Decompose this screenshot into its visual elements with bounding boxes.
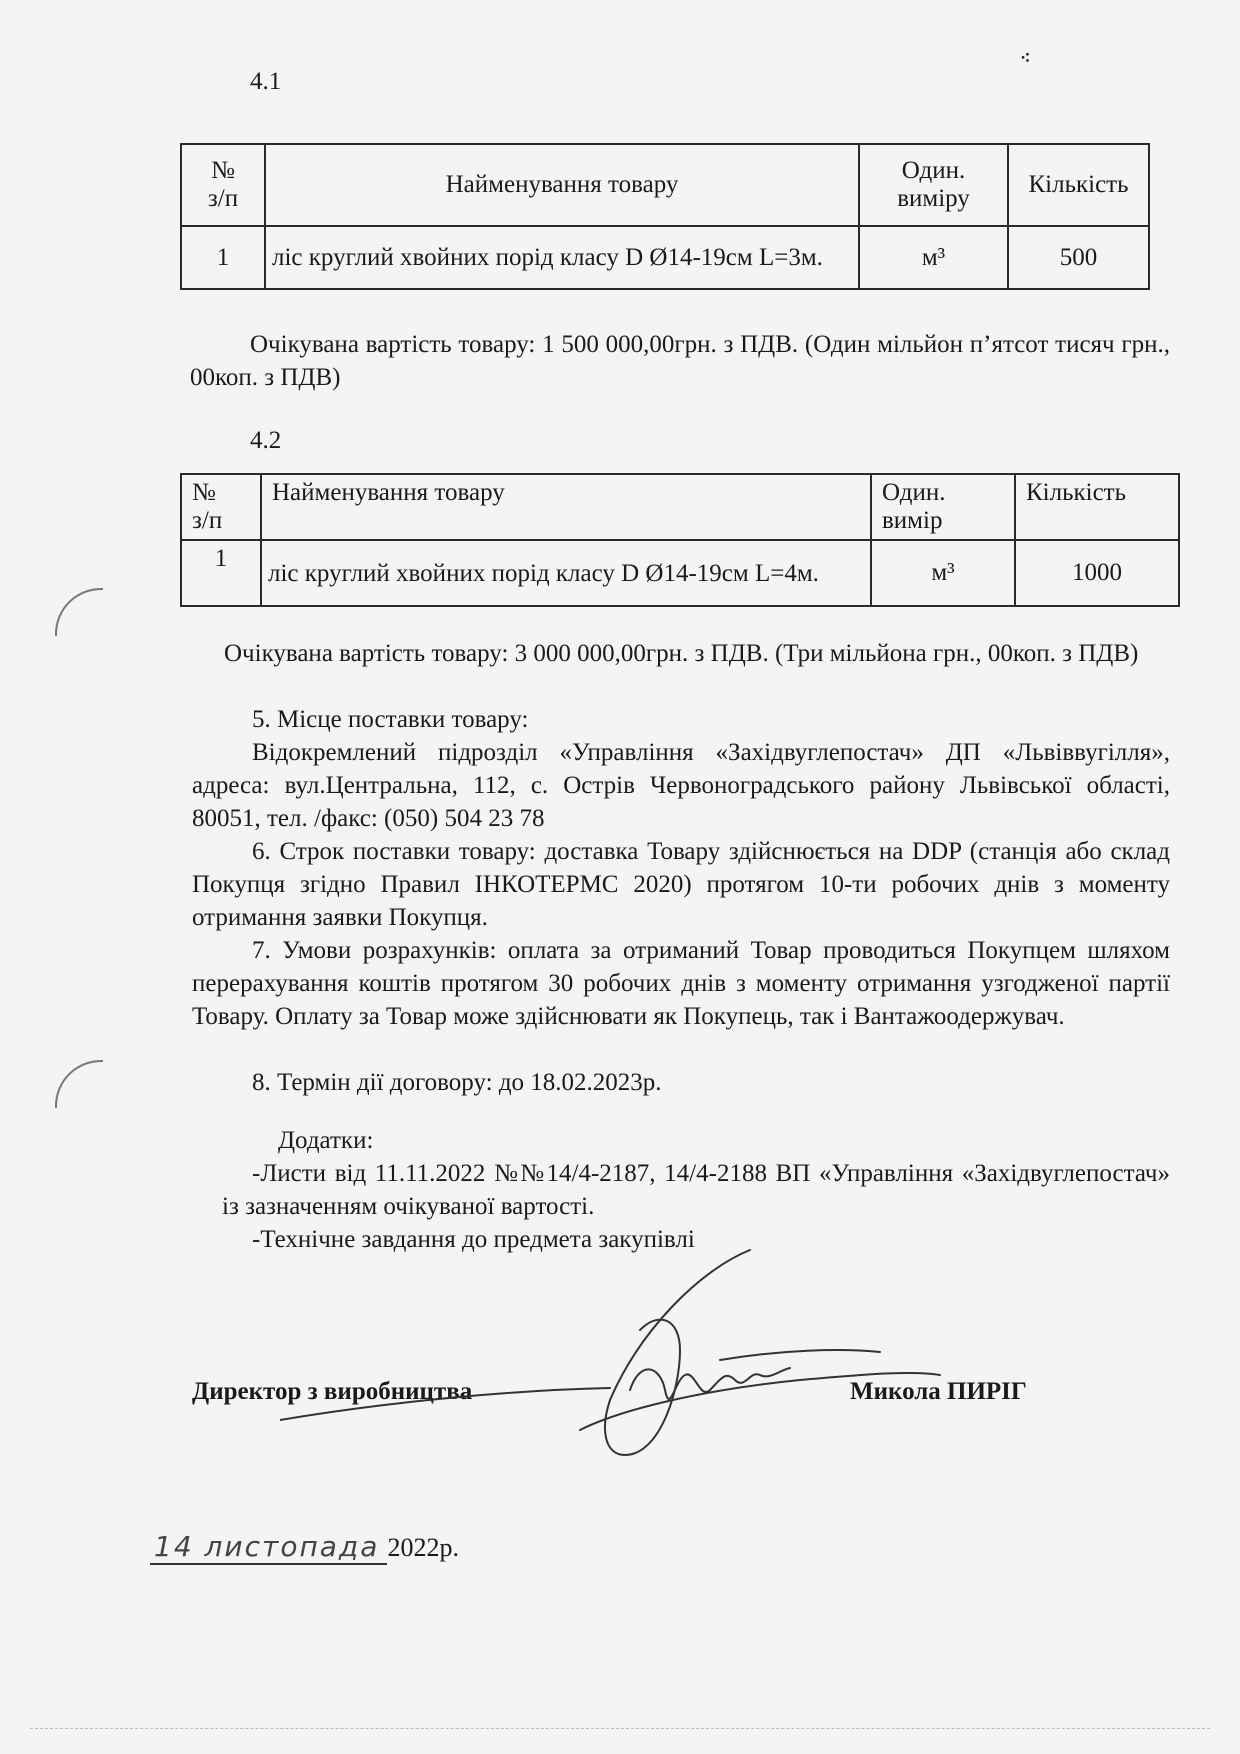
attachment-item: -Листи від 11.11.2022 №№14/4-2187, 14/4-2188 ВП «Управління «Західвуглепостач» із зазначенням очікуваної вартості.: [222, 1160, 1170, 1220]
cell-qty: 500: [1008, 226, 1149, 289]
col-unit-header: Один. вимір: [871, 474, 1015, 540]
scan-edge-line: [30, 1728, 1210, 1729]
attachment-item: -Технічне завдання до предмета закупівлі: [252, 1226, 695, 1253]
col-name-header: Найменування товару: [261, 474, 871, 540]
handwritten-signature: [280, 1240, 980, 1490]
clause-8: 8. Термін дії договору: до 18.02.2023р.: [252, 1069, 662, 1096]
cell-number: 1: [181, 540, 261, 606]
cell-name: ліс круглий хвойних порід класу D Ø14-19см L=4м.: [261, 540, 871, 606]
col-number-header: № з/п: [181, 474, 261, 540]
signatory-position: Директор з виробництва: [192, 1378, 473, 1405]
cell-number: 1: [181, 226, 265, 289]
expected-cost-1: Очікувана вартість товару: 1 500 000,00грн. з ПДВ. (Один мільйон п’ятсот тисяч грн., 00коп. з ПДВ): [190, 331, 1170, 391]
col-unit-header: Один. виміру: [859, 144, 1008, 226]
scan-speck: ⁖: [1020, 48, 1031, 68]
goods-table-2: [180, 473, 1180, 607]
signature-date: [150, 1530, 459, 1563]
clause-5-title: 5. Місце поставки товару:: [252, 706, 529, 733]
date-year: 2022р.: [387, 1533, 459, 1562]
col-number-header: № з/п: [181, 144, 265, 226]
handwritten-day-month: 14 листопада: [150, 1530, 387, 1565]
signatory-name: Микола ПИРІГ: [850, 1378, 1027, 1405]
section-number: 4.2: [250, 427, 282, 454]
goods-table-1: [180, 143, 1150, 290]
punch-hole-mark: [55, 1060, 103, 1108]
clause-7: 7. Умови розрахунків: оплата за отриманий Товар проводиться Покупцем шляхом перерахування коштів протягом 30 робочих днів з моменту отримання узгодженої партії Товару. Оплату за Товар може здійснювати як Покупець, так і Вантажоодержувач.: [192, 937, 1170, 1030]
col-name-header: Найменування товару: [265, 144, 859, 226]
cell-name: ліс круглий хвойних порід класу D Ø14-19см L=3м.: [265, 226, 859, 289]
clause-5-body: Відокремлений підрозділ «Управління «Західвуглепостач» ДП «Львіввугілля», адреса: вул.Центральна, 112, с. Острів Червоноградського району Львівської області, 80051, тел. /факс: (050) 504 23 78: [192, 739, 1170, 832]
expected-cost-2: Очікувана вартість товару: 3 000 000,00грн. з ПДВ. (Три мільйона грн., 00коп. з ПДВ): [224, 640, 1139, 667]
section-number: 4.1: [250, 68, 282, 95]
cell-unit: м³: [859, 226, 1008, 289]
cell-unit: м³: [871, 540, 1015, 606]
clause-6: 6. Строк поставки товару: доставка Товару здійснюється на DDP (станція або склад Покупця згідно Правил ІНКОТЕРМС 2020) протягом 10-ти робочих днів з моменту отримання заявки Покупця.: [192, 838, 1170, 931]
col-qty-header: Кількість: [1008, 144, 1149, 226]
cell-qty: 1000: [1015, 540, 1179, 606]
attachments-title: Додатки:: [278, 1127, 374, 1154]
col-qty-header: Кількість: [1015, 474, 1179, 540]
punch-hole-mark: [55, 588, 103, 636]
